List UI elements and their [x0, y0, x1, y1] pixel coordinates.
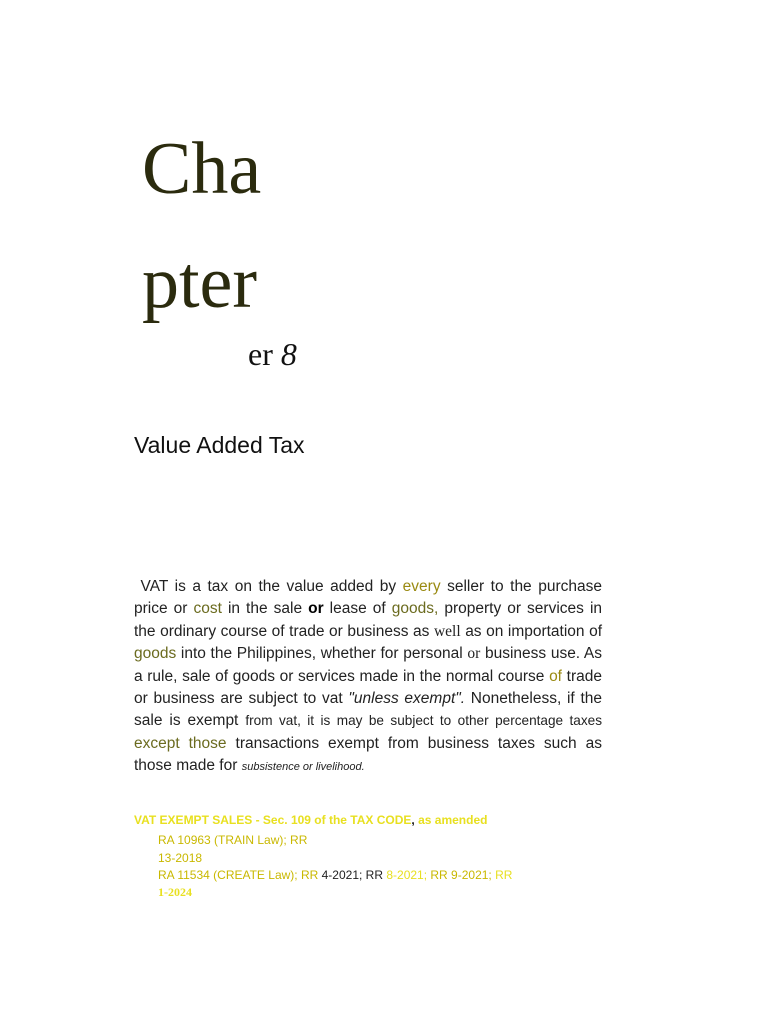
chapter-heading-line1: Cha: [142, 128, 262, 210]
exempt-heading-part: 109 of the TAX CODE: [290, 813, 412, 827]
body-text-segment: lease of: [329, 600, 386, 618]
exempt-heading-part: ,: [411, 813, 415, 827]
body-text-segment: into the Philippines, whether for personal: [180, 645, 463, 663]
exempt-heading-part: VAT EXEMPT SALES - Sec.: [134, 813, 288, 827]
body-text-segment: subsistence or livelihood.: [241, 761, 365, 774]
body-paragraph: [134, 576, 602, 779]
body-text-segment: of: [549, 667, 562, 685]
body-text-segment: goods: [134, 645, 177, 663]
body-text-segment: seller to the purchase price or: [134, 578, 602, 618]
body-text-segment: in the sale: [227, 600, 303, 618]
body-text-segment: well: [433, 622, 461, 640]
reference-part: 8-2021;: [386, 868, 428, 882]
body-text-segment: goods,: [391, 600, 439, 618]
reference-part: RA 11534 (CREATE Law); RR: [158, 868, 319, 882]
body-text-segment: except those: [134, 734, 227, 752]
reference-part: 4-2021; RR: [321, 868, 383, 882]
body-text-italic: "unless exempt".: [348, 690, 466, 708]
chapter-title: Value Added Tax: [134, 432, 305, 458]
body-text-segment: cost: [193, 600, 222, 618]
body-text-segment: as on importation of: [465, 622, 603, 640]
exempt-heading-part: as amended: [418, 813, 488, 827]
chapter-number-value: 8: [280, 336, 297, 372]
body-text-segment: every: [402, 578, 441, 595]
body-text-segment: trade or business are subject to vat: [134, 667, 602, 708]
chapter-number-prefix: er: [248, 336, 273, 372]
reference-part: RR 9-2021;: [430, 868, 492, 882]
chapter-number: [248, 338, 297, 370]
reference-part: RR: [495, 868, 513, 882]
reference-line: RA 10963 (TRAIN Law); RR: [158, 833, 308, 847]
exempt-sales-heading: [134, 813, 487, 827]
reference-line: [158, 868, 512, 882]
body-text-segment: from vat, it is may be subject to other percentage taxes: [245, 713, 603, 729]
body-text-segment: transactions exempt from business taxes such as those made for: [134, 734, 602, 775]
chapter-heading-line2: pter: [142, 242, 258, 324]
reference-line: 1-2024: [158, 885, 192, 899]
reference-line: 13-2018: [158, 851, 203, 865]
body-text-segment: VAT is a tax on the value added by: [140, 578, 397, 595]
body-text-segment: property or services in the ordinary course of trade or business as: [134, 600, 603, 640]
body-text-segment: Nonetheless, if the sale is exempt: [134, 690, 602, 730]
body-text-segment: or: [467, 645, 481, 663]
body-text-bold: or: [308, 600, 324, 618]
body-text-segment: business use. As a rule, sale of goods or services made in the normal course: [134, 645, 603, 685]
